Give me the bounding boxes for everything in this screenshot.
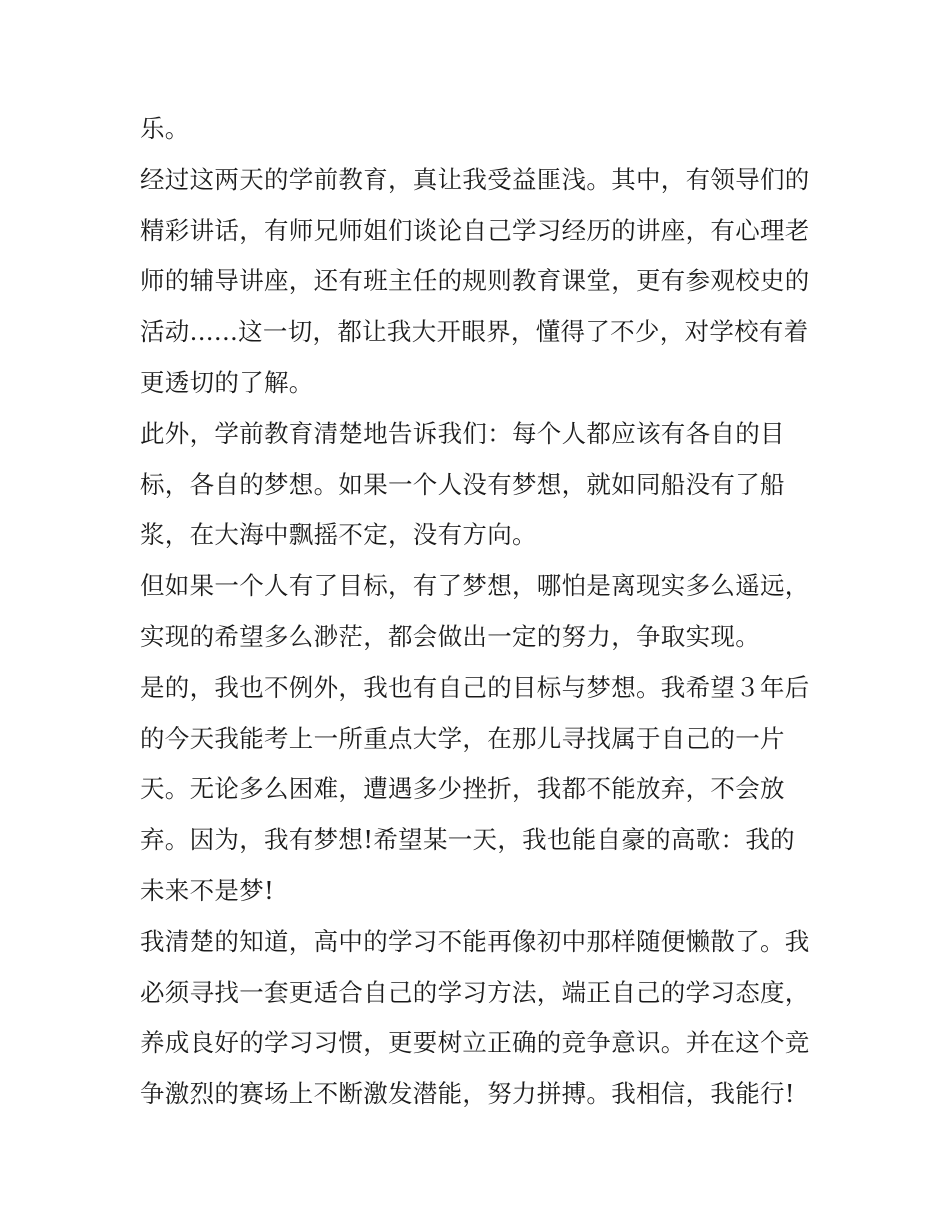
text-line: 此外，学前教育清楚地告诉我们：每个人都应该有各自的目 xyxy=(140,418,785,448)
text-line: 的今天我能考上一所重点大学，在那儿寻找属于自己的一片 xyxy=(140,723,785,753)
text-line: 乐。 xyxy=(140,114,190,143)
text-line: 必须寻找一套更适合自己的学习方法，端正自己的学习态度， xyxy=(140,977,810,1007)
text-line: 天。无论多么困难，遭遇多少挫折，我都不能放弃，不会放 xyxy=(140,774,785,804)
document-body xyxy=(140,104,820,1120)
text-line: 未来不是梦! xyxy=(140,875,275,905)
text-line: 养成良好的学习习惯，更要树立正确的竞争意识。并在这个竞 xyxy=(140,1028,810,1058)
text-line: 我清楚的知道，高中的学习不能再像初中那样随便懒散了。我 xyxy=(140,926,810,956)
text-line: 弃。因为，我有梦想!希望某一天，我也能自豪的高歌：我的 xyxy=(140,825,795,855)
text-line: 经过这两天的学前教育，真让我受益匪浅。其中，有领导们的 xyxy=(140,164,810,194)
text-line: 但如果一个人有了目标，有了梦想，哪怕是离现实多么遥远， xyxy=(140,571,810,601)
text-line: 更透切的了解。 xyxy=(140,367,314,397)
text-line: 师的辅导讲座，还有班主任的规则教育课堂，更有参观校史的 xyxy=(140,266,810,296)
text-line: 争激烈的赛场上不断激发潜能，努力拼搏。我相信，我能行! xyxy=(140,1079,795,1109)
text-line: 标，各自的梦想。如果一个人没有梦想，就如同船没有了船 xyxy=(140,469,785,499)
text-line: 浆，在大海中飘摇不定，没有方向。 xyxy=(140,520,537,550)
text-line: 实现的希望多么渺茫，都会做出一定的努力，争取实现。 xyxy=(140,621,760,651)
text-line: 是的，我也不例外，我也有自己的目标与梦想。我希望３年后 xyxy=(140,672,810,702)
text-line: 活动......这一切，都让我大开眼界，懂得了不少，对学校有着 xyxy=(140,317,809,347)
text-line: 精彩讲话，有师兄师姐们谈论自己学习经历的讲座，有心理老 xyxy=(140,215,810,245)
